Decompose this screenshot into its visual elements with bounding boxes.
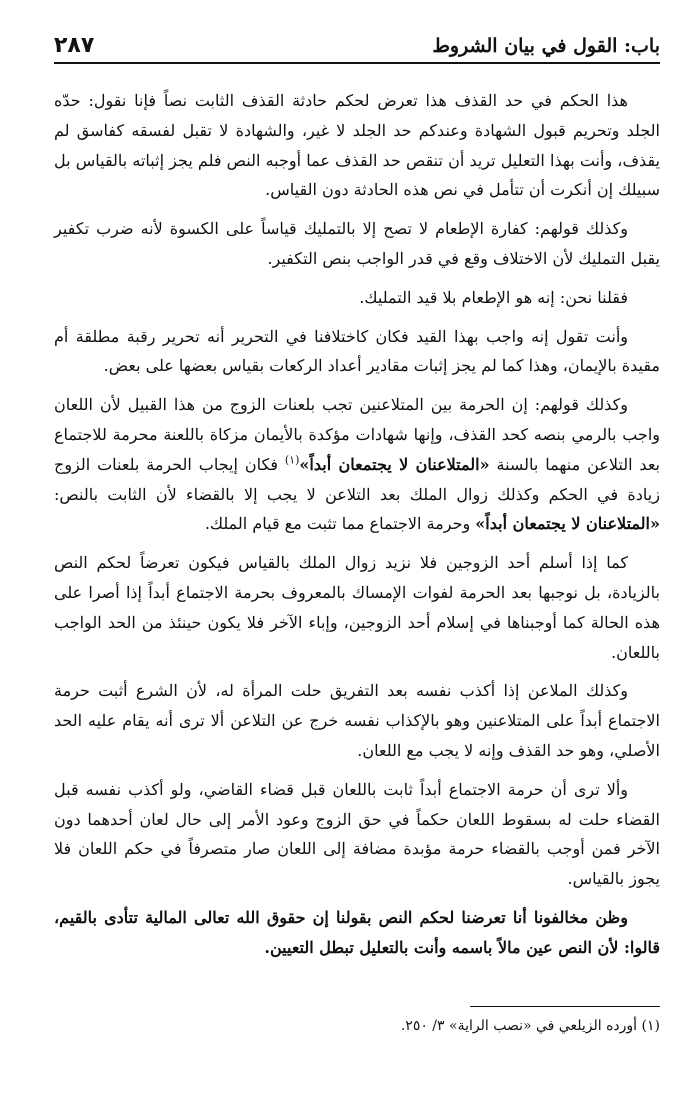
hadith-quote: «المتلاعنان لا يجتمعان أبداً»: [475, 514, 660, 534]
hadith-quote: «المتلاعنان لا يجتمعان أبداً»: [299, 454, 490, 474]
paragraph: فقلنا نحن: إنه هو الإطعام بلا قيد التمليك.: [359, 287, 628, 307]
footnote-divider: [470, 1006, 660, 1007]
paragraph: كما إذا أسلم أحد الزوجين فلا نزيد زوال الملك بالقياس فيكون تعرضاً لحكم النص بالزيادة، بل نوجبها بعد الحرمة لفوات الإمساك بالمعروف بحرمة الاجتماع أبداً إذا أصرا على هذه الحالة كما أوجبناها في إسلام أحد الزوجين، وإباء الآخر فلا يكون حينئذ من الحد الواجب باللعان.: [54, 553, 660, 662]
paragraph: وكذلك قولهم: كفارة الإطعام لا تصح إلا بالتمليك قياساً على الكسوة لأنه ضرب تكفير يقبل التمليك لأن الاختلاف وقع في قدر الواجب بنص التكفير.: [54, 219, 660, 268]
page-number: ٢٨٧: [54, 33, 95, 58]
footnote: (١) أورده الزيلعي في «نصب الراية» ٣/ ٢٥٠.: [400, 1018, 660, 1034]
paragraph: وكذلك الملاعن إذا أكذب نفسه بعد التفريق حلت المرأة له، لأن الشرع أثبت حرمة الاجتماع أبداً على المتلاعنين وهو بالإكذاب نفسه خرج عن التلاعن ألا ترى أنه يقام عليه الحد الأصلي، وهو حد القذف وإنه لا يجب مع اللعان.: [54, 681, 660, 760]
running-title: باب: القول في بيان الشروط: [432, 35, 660, 57]
paragraph-text: فكان إيجاب الحرمة بلعنات الزوج زيادة في الحكم وكذلك زوال الملك بعد التلاعن لا يجب إلا بالقضاء لأن الثابت بالنص:: [54, 454, 660, 504]
footnotes: [54, 1006, 660, 1037]
paragraph-text: وحرمة الاجتماع مما تثبت مع قيام الملك.: [204, 514, 476, 534]
paragraph: [54, 390, 660, 539]
paragraph: وألا ترى أن حرمة الاجتماع أبداً ثابت باللعان قبل قضاء القاضي، ولو أكذب نفسه قبل القضاء حلت له بسقوط اللعان حكماً في حق الزوج وعود الأمر إلى حال لعان أحدهما دون الآخر فمن أوجب بالقضاء حرمة مؤبدة مضافة إلى اللعان صار متصرفاً في حكم اللعان فلا يجوز بالقياس.: [54, 779, 660, 889]
paragraph: وظن مخالفونا أنا تعرضنا لحكم النص بقولنا إن حقوق الله تعالى المالية تتأدى بالقيم، قالوا: لأن النص عين مالاً باسمه وأنت بالتعليل تبطل التعيين.: [54, 907, 660, 957]
paragraph: وأنت تقول إنه واجب بهذا القيد فكان كاختلافنا في التحرير أنه تحرير رقبة مطلقة أم مقيدة بالإيمان، وهذا كما لم يجز إثبات مقادير أعداد الركعات بقياس بعضها على بعض.: [54, 326, 660, 376]
paragraph-text: وكذلك قولهم: إن الحرمة بين المتلاعنين تجب بلعنات الزوج من هذا القبيل لأن اللعان واجب بالرمي بنصه كحد القذف، وإنها شهادات مؤكدة بالأيمان مزكاة باللعنة محرمة للاجتماع بعد التلاعن منهما بالسنة: [54, 395, 660, 474]
footnote-reference[interactable]: (١): [284, 453, 300, 467]
paragraph: هذا الحكم في حد القذف هذا تعرض لحكم حادثة القذف الثابت نصاً فإنا نقول: حدّه الجلد وتحريم قبول الشهادة وعندكم حد الجلد لا غير، والشهادة لا تقبل لفسقه كفاسق لم يقذف، وأنت بهذا التعليل تريد أن تنقص حد القذف عما أوجبه النص فلم يجز إثباته بالقياس بل سبيلك إن أنكرت أن تتأمل في نص هذه الحادثة دون القياس.: [54, 91, 660, 200]
page-header: [54, 30, 660, 64]
page-body: [54, 86, 660, 972]
